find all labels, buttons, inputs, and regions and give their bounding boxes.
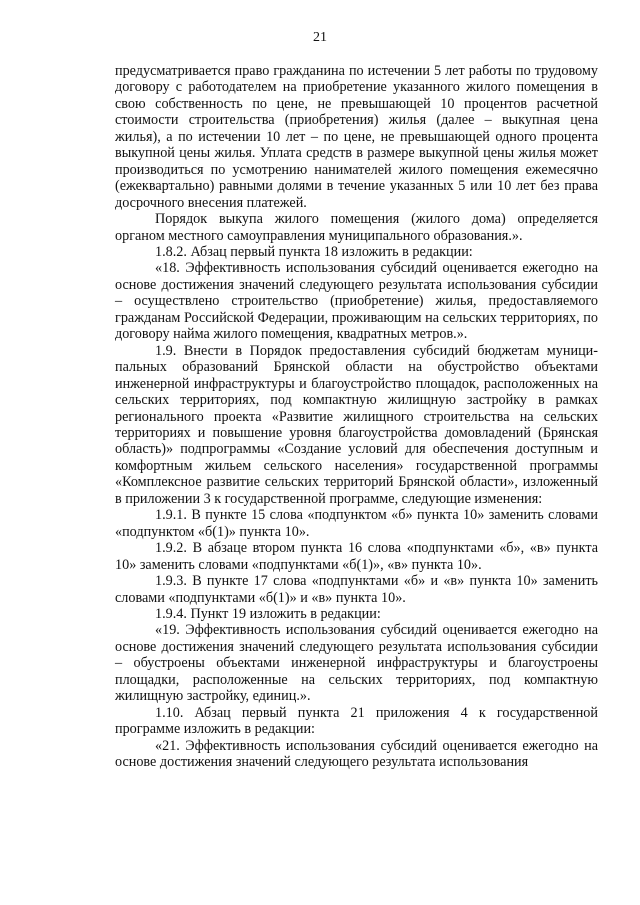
page-number: 21: [313, 30, 327, 45]
paragraph-10: «19. Эффективность использования субсидий оценивается ежегодно на основе достижения значений следующего результата использования субсидии – обустроены объектами инженерной инфраструктуры и благоустроены площадки, расположенные на сельских территориях, под компактную жилищную застройку, единиц.».: [115, 622, 598, 705]
paragraph-8: 1.9.3. В пункте 17 слова «подпунктами «б» и «в» пункта 10» заменить словами «подпунктами «б(1)» и «в» пункта 10».: [115, 573, 598, 606]
document-body: [115, 63, 598, 770]
paragraph-7: 1.9.2. В абзаце втором пункта 16 слова «подпунктами «б», «в» пункта 10» заменить словами «подпунктами «б(1)», «в» пункта 10».: [115, 540, 598, 573]
paragraph-1: предусматривается право гражданина по истечении 5 лет работы по трудовому договору с работодателем на приобретение указанного жилого помещения в свою собственность по цене, не превышающей 10 процентов расчетной стоимости строительства (приобретения) жилья (далее – выкупная цена жилья), а по истечении 10 лет – по цене, не превышающей одного процента выкупной цены жилья. Уплата средств в размере выкупной цены жилья может производиться по усмотрению нанимателей жилого помещения ежемесячно (ежеквартально) равными долями в течение указанных 5 или 10 лет без права досрочного внесения платежей.: [115, 63, 598, 211]
paragraph-6: 1.9.1. В пункте 15 слова «подпунктом «б» пункта 10» заменить словами «подпунктом «б(1)» пункта 10».: [115, 507, 598, 540]
paragraph-2: Порядок выкупа жилого помещения (жилого дома) определяется органом местного самоуправления муниципального образования.».: [115, 211, 598, 244]
paragraph-4: «18. Эффективность использования субсидий оценивается ежегодно на основе достижения значений следующего результата использования субсидии – осуществлено строительство (приобретение) жилья, предоставляемого гражданам Российской Федерации, проживающим на сельских территориях, по договору найма жилого помещения, квадратных метров.».: [115, 260, 598, 343]
paragraph-12: «21. Эффективность использования субсидий оценивается ежегодно на основе достижения значений следующего результата использования: [115, 737, 598, 771]
paragraph-9: 1.9.4. Пункт 19 изложить в редакции:: [155, 605, 381, 622]
paragraph-11: 1.10. Абзац первый пункта 21 приложения 4 к государственной программе изложить в редакции:: [115, 704, 598, 738]
paragraph-5: 1.9. Внести в Порядок предоставления субсидий бюджетам муниципальных образований Брянской области на обустройство объектами инженерной инфраструктуры и благоустройство площадок, расположенных на сельских территориях, под компактную жилищную застройку в рамках регионального проекта «Развитие жилищного строительства на сельских территориях и повышение уровня благоустройства домовладений (Брянская область)» подпрограммы «Создание условий для обеспечения доступным и комфортным жильем сельского населения» государственной программы «Комплексное развитие сельских территорий Брянской области», изложенный в приложении 3 к государственной программе, следующие изменения:: [115, 342, 598, 507]
paragraph-3: 1.8.2. Абзац первый пункта 18 изложить в редакции:: [155, 243, 473, 260]
